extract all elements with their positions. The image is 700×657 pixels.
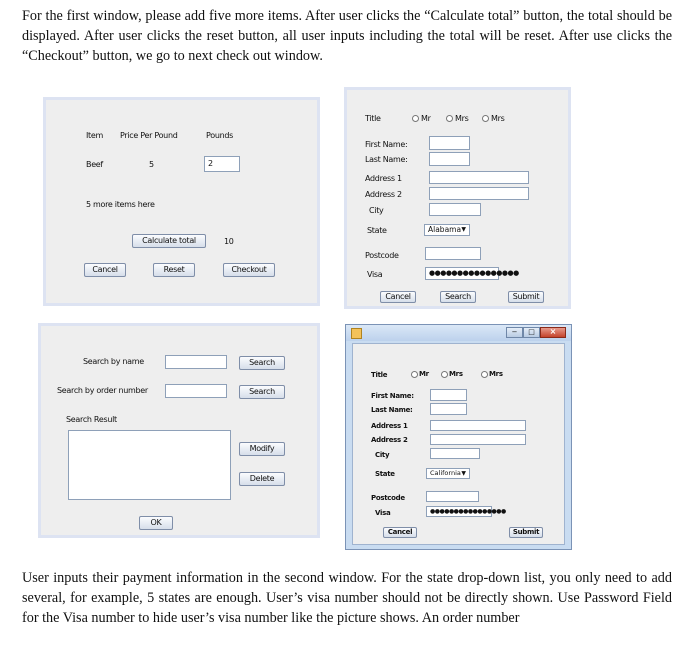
first-name-field[interactable] bbox=[430, 389, 467, 401]
radio-mr-label: Mr bbox=[421, 114, 431, 123]
address1-label: Address 1 bbox=[365, 174, 402, 183]
last-name-label: Last Name: bbox=[365, 155, 408, 164]
visa-label: Visa bbox=[367, 270, 383, 279]
checkout-search-button[interactable]: Search bbox=[440, 291, 476, 303]
item-name: Beef bbox=[86, 160, 103, 169]
state-label: State bbox=[375, 470, 395, 478]
last-name-field[interactable] bbox=[429, 152, 470, 166]
more-items-note: 5 more items here bbox=[86, 200, 155, 209]
order-window bbox=[43, 97, 320, 306]
radio-mrs-2[interactable] bbox=[481, 371, 488, 378]
visa-password-field[interactable]: ●●●●●●●●●●●●●●●● bbox=[426, 506, 492, 517]
checkout-window bbox=[344, 87, 571, 309]
radio-mrs-2[interactable] bbox=[482, 115, 489, 122]
postcode-field[interactable] bbox=[425, 247, 481, 260]
checkout-window-framed bbox=[345, 324, 572, 550]
pounds-column-header: Pounds bbox=[206, 131, 234, 140]
minimize-icon: − bbox=[511, 328, 518, 336]
search-by-order-label: Search by order number bbox=[57, 386, 148, 395]
close-button[interactable] bbox=[540, 327, 566, 338]
last-name-field[interactable] bbox=[430, 403, 467, 415]
address1-field[interactable] bbox=[430, 420, 526, 431]
ok-button[interactable]: OK bbox=[139, 516, 173, 530]
item-column-header: Item bbox=[86, 131, 104, 140]
window-titlebar bbox=[346, 325, 571, 341]
city-label: City bbox=[375, 451, 390, 459]
address2-label: Address 2 bbox=[365, 190, 402, 199]
radio-mr[interactable] bbox=[411, 371, 418, 378]
state-dropdown[interactable] bbox=[424, 224, 470, 236]
maximize-button[interactable] bbox=[523, 327, 540, 338]
cancel-button[interactable]: Cancel bbox=[84, 263, 126, 277]
address1-label: Address 1 bbox=[371, 422, 408, 430]
first-name-field[interactable] bbox=[429, 136, 470, 150]
visa-password-field[interactable]: ●●●●●●●●●●●●●●●● bbox=[425, 267, 499, 280]
address1-field[interactable] bbox=[429, 171, 529, 184]
submit-button[interactable]: Submit bbox=[508, 291, 544, 303]
first-name-label: First Name: bbox=[371, 392, 414, 400]
radio-mr[interactable] bbox=[412, 115, 419, 122]
radio-mrs[interactable] bbox=[441, 371, 448, 378]
search-window bbox=[38, 323, 320, 538]
radio-mrs-label: Mrs bbox=[449, 370, 463, 378]
visa-label: Visa bbox=[375, 509, 391, 517]
search-by-name-label: Search by name bbox=[83, 357, 144, 366]
search-order-field[interactable] bbox=[165, 384, 227, 398]
radio-mrs-2-label: Mrs bbox=[491, 114, 505, 123]
radio-mrs-label: Mrs bbox=[455, 114, 469, 123]
address2-field[interactable] bbox=[429, 187, 529, 200]
cancel-button[interactable]: Cancel bbox=[383, 527, 417, 538]
city-field[interactable] bbox=[429, 203, 481, 216]
delete-button[interactable]: Delete bbox=[239, 472, 285, 486]
price-column-header: Price Per Pound bbox=[120, 131, 178, 140]
postcode-label: Postcode bbox=[371, 494, 405, 502]
state-dropdown[interactable] bbox=[426, 468, 470, 479]
state-label: State bbox=[367, 226, 387, 235]
pounds-field[interactable]: 2 bbox=[204, 156, 240, 172]
first-name-label: First Name: bbox=[365, 140, 408, 149]
calculate-total-button[interactable]: Calculate total bbox=[132, 234, 206, 248]
radio-mr-label: Mr bbox=[419, 370, 429, 378]
chevron-down-icon: ▼ bbox=[461, 470, 466, 477]
maximize-icon: □ bbox=[528, 328, 535, 336]
postcode-label: Postcode bbox=[365, 251, 399, 260]
radio-mrs[interactable] bbox=[446, 115, 453, 122]
last-name-label: Last Name: bbox=[371, 406, 413, 414]
title-label: Title bbox=[365, 114, 381, 123]
submit-button[interactable]: Submit bbox=[509, 527, 543, 538]
intro-paragraph: For the first window, please add five more items. After user clicks the “Calculate total” button, the total should be displayed. After user clicks the reset button, all user inputs including the total will be reset. After use clicks the “Checkout” button, we go to next check out window. bbox=[22, 8, 672, 64]
checkout-button[interactable]: Checkout bbox=[223, 263, 275, 277]
outro-paragraph: User inputs their payment information in the second window. For the state drop-down list, you only need to add several, for example, 5 states are enough. User’s visa number should not be directly shown. Use Password Field for the Visa number to hide user’s visa number like the picture shows. An order number bbox=[22, 570, 672, 626]
search-order-button[interactable]: Search bbox=[239, 385, 285, 399]
search-result-area[interactable] bbox=[68, 430, 231, 500]
modify-button[interactable]: Modify bbox=[239, 442, 285, 456]
item-price: 5 bbox=[149, 160, 154, 169]
app-icon bbox=[351, 328, 362, 339]
search-result-label: Search Result bbox=[66, 415, 117, 424]
search-name-field[interactable] bbox=[165, 355, 227, 369]
radio-mrs-2-label: Mrs bbox=[489, 370, 503, 378]
state-dropdown-value: Alabama bbox=[428, 225, 462, 234]
close-icon: × bbox=[549, 327, 557, 336]
minimize-button[interactable] bbox=[506, 327, 523, 338]
postcode-field[interactable] bbox=[426, 491, 479, 502]
checkout-cancel-button[interactable]: Cancel bbox=[380, 291, 416, 303]
city-label: City bbox=[369, 206, 384, 215]
address2-field[interactable] bbox=[430, 434, 526, 445]
address2-label: Address 2 bbox=[371, 436, 408, 444]
reset-button[interactable]: Reset bbox=[153, 263, 195, 277]
search-name-button[interactable]: Search bbox=[239, 356, 285, 370]
total-value: 10 bbox=[224, 237, 234, 246]
window-client-area bbox=[352, 343, 565, 545]
state-dropdown-value: California bbox=[430, 469, 461, 477]
title-label: Title bbox=[371, 371, 388, 379]
city-field[interactable] bbox=[430, 448, 480, 459]
chevron-down-icon: ▼ bbox=[461, 226, 466, 233]
